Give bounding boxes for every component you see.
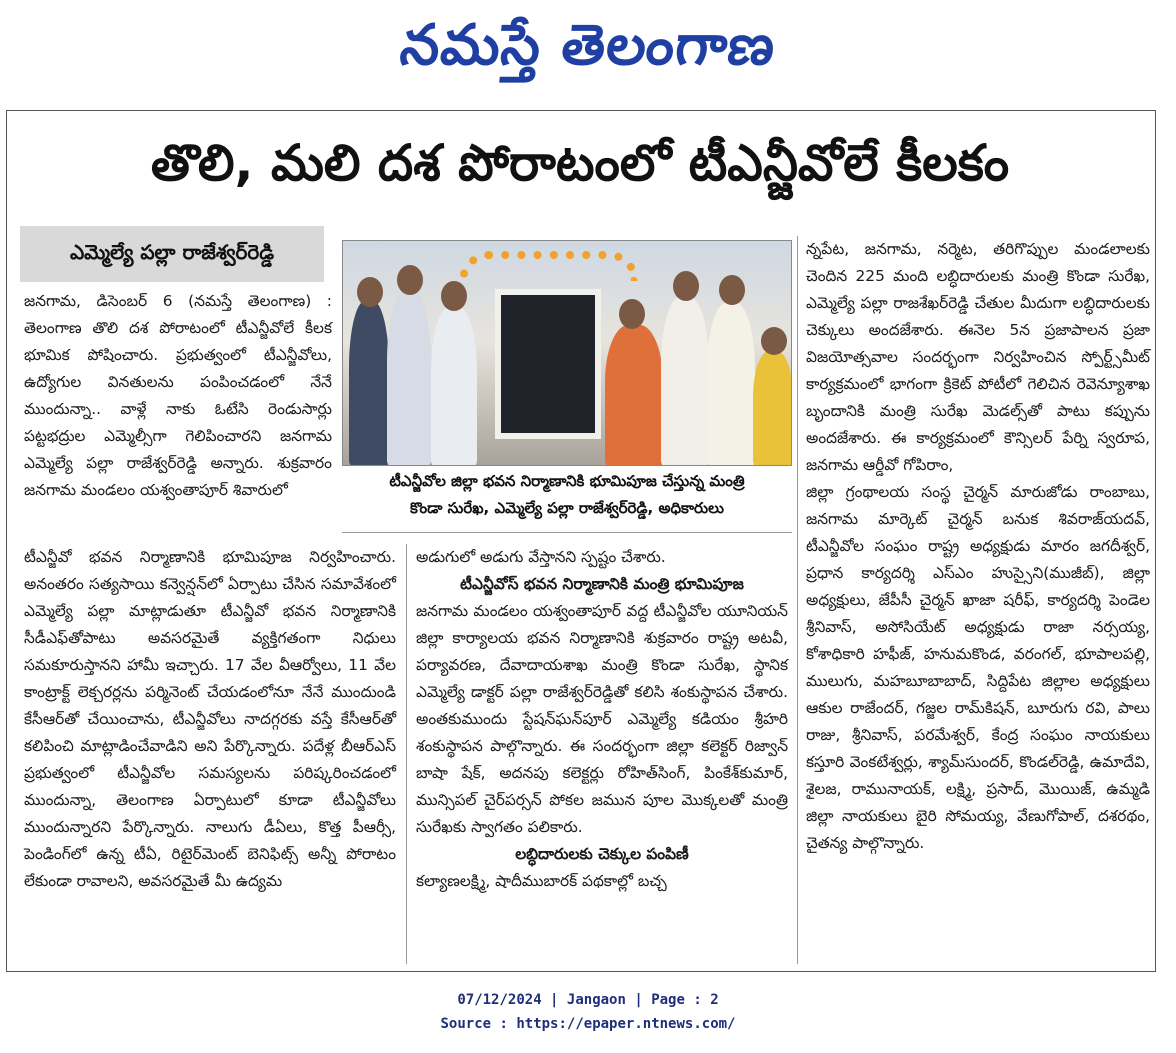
byline: ఎమ్మెల్యే పల్లా రాజేశ్వర్‌రెడ్డి	[69, 239, 275, 264]
photo-person-head	[397, 265, 423, 295]
photo-foundation-plaque	[495, 289, 601, 439]
body-paragraph: కల్యాణలక్ష్మి, షాదీముబారక్ పథకాల్లో బచ్చ	[416, 872, 667, 890]
column-divider	[797, 236, 798, 964]
photo-person	[431, 307, 477, 466]
photo-person-head	[761, 327, 787, 355]
footer-date-line: 07/12/2024 | Jangaon | Page : 2	[457, 992, 719, 1008]
photo-person	[605, 325, 663, 466]
photo-person	[661, 297, 709, 466]
section-subhead: టీఎన్జీవోస్ భవన నిర్మాణానికి మంత్రి భూమిపూజ	[460, 575, 744, 593]
article-photo	[342, 240, 792, 466]
photo-person-head	[719, 275, 745, 305]
footer-source-link[interactable]: Source : https://epaper.ntnews.com/	[440, 1016, 736, 1032]
body-paragraph: అడుగులో అడుగు వేస్తానని స్పష్టం చేశారు.	[416, 548, 666, 566]
photo-garland	[459, 251, 639, 281]
photo-person	[387, 291, 431, 466]
body-paragraph: టీఎన్జీవో భవన నిర్మాణానికి భూమిపూజ నిర్వహించారు. అనంతరం సత్యసాయి కన్వెన్షన్‌లో ఏర్పాటు చేసిన సమావేశంలో ఎమ్మెల్యే పల్లా మాట్లాడుతూ టీఎన్జీవో భవన నిర్మాణానికి సీడీఎఫ్‌తోపాటు అవసరమైతే వ్యక్తిగతంగా నిధులు సమకూరుస్తానని హామీ ఇచ్చారు. 17 వేల వీఆర్వోలు, 11 వేల కాంట్రాక్ట్ లెక్చరర్లను పర్మినెంట్ చేయడంలోనూ నేనే ముందుండి కేసీఆర్‌తో చేయించాను, టీఎన్జీవోలు నాదగ్గరకు వస్తే కేసీఆర్‌తో కలిపించి మాట్లాడించేవాడిని అని పేర్కొన్నారు. పదేళ్ల బీఆర్‌ఎస్ ప్రభుత్వంలో టీఎన్జీవోల సమస్యలను పరిష్కరించడంలో ముందున్నా, తెలంగాణ ఏర్పాటులో కూడా టీఎన్జీవోలు ముందున్నారని పేర్కొన్నారు. నాలుగు డీఏలు, కొత్త పీఆర్సీ, పెండింగ్‌లో ఉన్న టీఏ, రిటైర్‌మెంట్ బెనిఫిట్స్ అన్నీ పోరాటం లేకుండా రావాలని, అవసరమైతే మీ ఉద్యమ	[24, 548, 396, 890]
photo-person-head	[673, 271, 699, 301]
byline-box	[20, 226, 324, 282]
photo-person-head	[357, 277, 383, 307]
photo-person-head	[441, 281, 467, 311]
column-left-top	[24, 288, 332, 504]
photo-person	[753, 351, 792, 466]
caption-divider	[342, 532, 792, 533]
newspaper-logo: నమస్తే తెలంగాణ	[397, 13, 779, 78]
photo-caption-line: టీఎన్జీవోల జిల్లా భవన నిర్మాణానికి భూమిపూజ చేస్తున్న మంత్రి	[389, 472, 745, 490]
photo-caption-line: కొండా సురేఖ, ఎమ్మెల్యే పల్లా రాజేశ్వర్‌రెడ్డి, అధికారులు	[410, 499, 724, 517]
body-paragraph: జనగామ, డిసెంబర్ 6 (నమస్తే తెలంగాణ) : తెలంగాణ తొలి దశ పోరాటంలో టీఎన్జీవోలే కీలక భూమిక పోషించారు. ప్రభుత్వంలో టీఎన్జీవోలు, ఉద్యోగుల వినతులను పంపించడంలో నేనే ముందున్నా.. వాళ్లే నాకు ఓటేసి రెండుసార్లు పట్టభద్రుల ఎమ్మెల్సీగా గెలిపించారని జనగామ ఎమ్మెల్యే పల్లా రాజేశ్వర్‌రెడ్డి అన్నారు. శుక్రవారం జనగామ మండలం యశ్వంతాపూర్ శివారులో	[24, 292, 332, 499]
article-headline: తొలి, మలి దశ పోరాటంలో టీఎన్జీవోలే కీలకం	[150, 134, 1010, 192]
photo-person	[707, 303, 755, 466]
body-paragraph: జిల్లా గ్రంథాలయ సంస్థ చైర్మన్ మారుజోడు రాంబాబు, జనగామ మార్కెట్ చైర్మన్ బనుక శివరాజ్‌యదవ్, టీఎన్జీవోల సంఘం రాష్ట్ర అధ్యక్షుడు మారం జగదీశ్వర్, ప్రధాన కార్యదర్శి ఎస్ఎం హుస్సైని(ముజీబ్), జిల్లా అధ్యక్షులు, జేపీసీ చైర్మన్ ఖాజా షరీఫ్, కార్యదర్శి పెండెల శ్రీనివాస్, అసోసియేట్ అధ్యక్షుడు రాజా నర్సయ్య, కోశాధికారి హఫీజ్, హనుమకొండ, వరంగల్, భూపాలపల్లి, ములుగు, మహబూబాబాద్, సిద్దిపేట జిల్లాల అధ్యక్షులు ఆకుల రాజేందర్, గజ్జల రామ్‌కిషన్, బూరుగు రవి, పాలు రాజు, శ్రీనివాస్, పరమేశ్వర్, కేంద్ర సంఘం నాయకులు కస్తూరి వెంకటేశ్వర్లు, శ్యామ్‌సుందర్, కొండల్‌రెడ్డి, ఉమాదేవి, శైలజ, రామునాయక్, లక్ష్మి, ప్రసాద్, మొయిజ్, ఉమ్మడి జిల్లా నాయకులు బైరి సోమయ్య, వేణుగోపాల్, దశరథం, చైతన్య పాల్గొన్నారు.	[806, 483, 1150, 852]
column-divider	[406, 544, 407, 964]
body-paragraph: జనగామ మండలం యశ్వంతాపూర్ వద్ద టీఎన్జీవోల యూనియన్ జిల్లా కార్యాలయ భవన నిర్మాణానికి శుక్రవారం రాష్ట్ర అటవీ, పర్యావరణ, దేవాదాయశాఖ మంత్రి కొండా సురేఖ, స్థానిక ఎమ్మెల్యే డాక్టర్ పల్లా రాజేశ్వర్‌రెడ్డితో కలిసి శంకుస్థాపన చేశారు. అంతకుముందు స్టేషన్‌ఘన్‌పూర్ ఎమ్మెల్యే కడియం శ్రీహరి శంకుస్థాపన పాల్గొన్నారు. ఈ సందర్భంగా జిల్లా కలెక్టర్ రిజ్వాన్ బాషా షేక్, అదనపు కలెక్టర్లు రోహిత్‌సింగ్, పింకేశ్‌కుమార్, మున్సిపల్ చైర్‌పర్సన్ పోకల జమున పూల మొక్కలతో మంత్రి సురేఖకు స్వాగతం పలికారు.	[416, 602, 788, 836]
masthead	[0, 0, 1176, 100]
body-paragraph: న్నపేట, జనగామ, నర్మెట, తరిగొప్పుల మండలాలకు చెందిన 225 మంది లబ్ధిదారులకు మంత్రి కొండా సురేఖ, ఎమ్మెల్యే పల్లా రాజశేఖర్‌రెడ్డి చేతుల మీదుగా లబ్ధిదారులకు చెక్కులు అందజేశారు. ఈనెల 5న ప్రజాపాలన ప్రజా విజయోత్సవాల సందర్భంగా నిర్వహించిన స్పోర్ట్స్‌మీట్ కార్యక్రమంలో భాగంగా క్రికెట్ పోటీలో గెలిచిన రెవెన్యూశాఖ బృందానికి మంత్రి సురేఖ మెడల్స్‌తో పాటు కప్పును అందజేశారు. ఈ కార్యక్రమంలో కౌన్సిలర్ పేర్ని స్వరూప, జనగామ ఆర్డీవో గోపిరాం,	[806, 240, 1150, 474]
column-middle	[416, 544, 788, 895]
photo-person-head	[619, 299, 645, 329]
photo-caption	[342, 466, 792, 524]
photo-person	[349, 301, 389, 466]
section-subhead: లబ్ధిదారులకు చెక్కుల పంపిణీ	[515, 845, 689, 863]
column-right	[806, 236, 1150, 857]
column-left-bottom	[24, 544, 396, 895]
